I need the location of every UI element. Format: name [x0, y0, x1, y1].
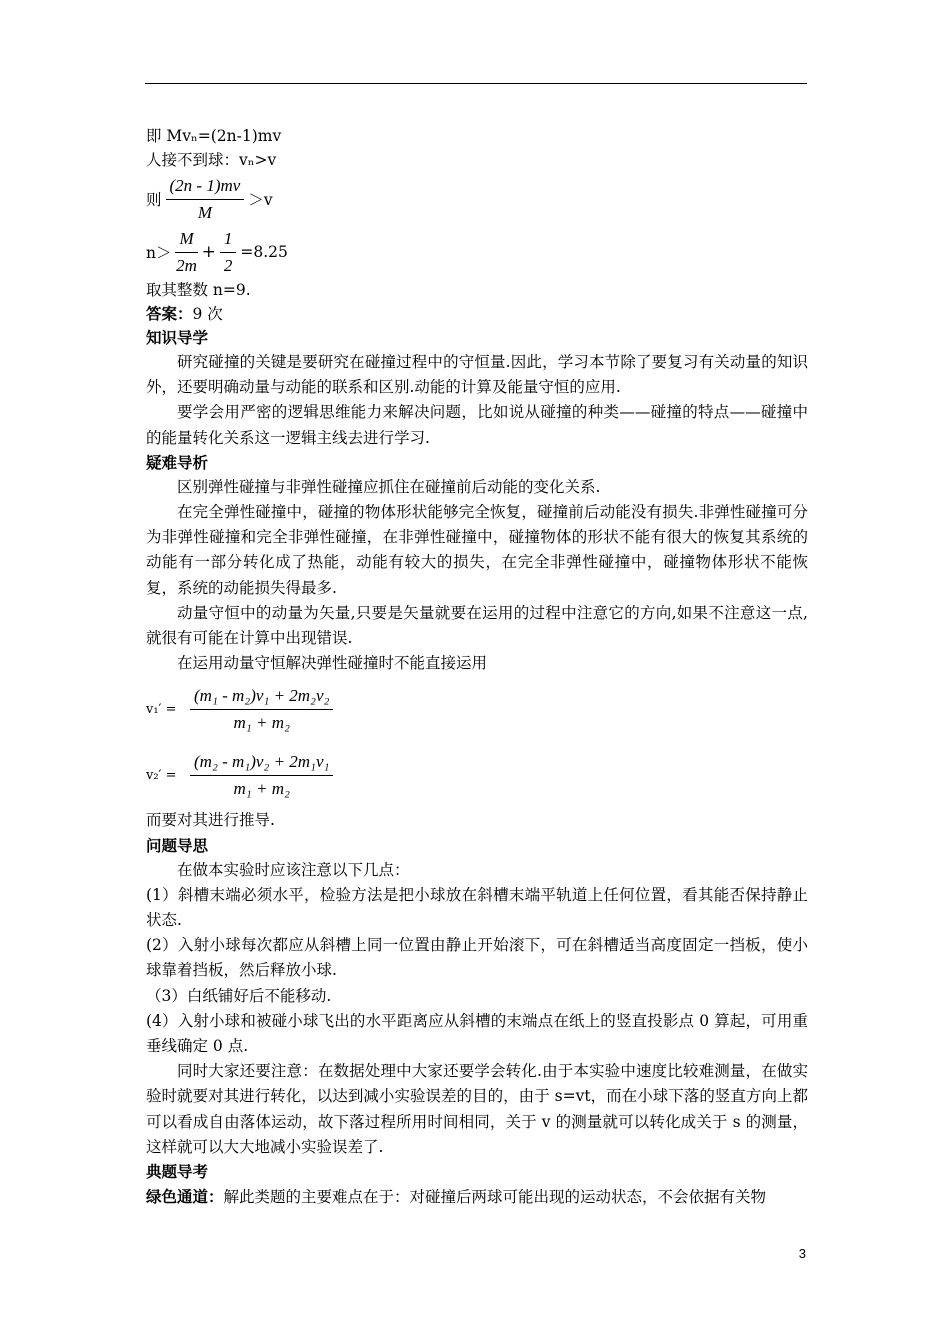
section-title-difficulty: 疑难导析 — [146, 452, 209, 472]
list-item: (4）入射小球和被碰小球飞出的水平距离应从斜槽的末端点在纸上的竖直投影点 0 算起，可用重垂线确定 0 点. — [146, 1011, 808, 1056]
list-item: (1）斜槽末端必须水平，检验方法是把小球放在斜槽末端平轨道上任何位置，看其能否保持静止状态. — [146, 885, 808, 930]
green-channel-text: 解此类题的主要难点在于：对碰撞后两球可能出现的运动状态，不会依据有关物 — [223, 1188, 767, 1207]
equation-v2 — [146, 742, 808, 808]
list-item: （3）白纸铺好后不能移动. — [146, 986, 332, 1005]
fraction-numerator: 1 — [220, 228, 237, 253]
fraction-numerator: M — [175, 228, 197, 253]
paragraph: 动量守恒中的动量为矢量,只要是矢量就要在运用的过程中注意它的方向,如果不注意这一点,就很有可能在计算中出现错误. — [146, 603, 808, 648]
fraction-denominator: m₁ + m₂ — [233, 712, 290, 732]
equation-v1 — [146, 676, 808, 742]
paragraph: 研究碰撞的关键是要研究在碰撞过程中的守恒量.因此，学习本节除了要复习有关动量的知识外，还要明确动量与动能的联系和区别.动能的计算及能量守恒的应用. — [146, 353, 808, 397]
paragraph: 要学会用严密的逻辑思维能力来解决问题，比如说从碰撞的种类——碰撞的特点——碰撞中的能量转化关系这一逻辑主线去进行学习. — [146, 403, 808, 447]
fraction-denominator: m₁ + m₂ — [233, 778, 290, 798]
paragraph: 而要对其进行推导. — [146, 811, 275, 830]
equation-fraction — [190, 685, 333, 734]
plus-sign: + — [201, 242, 216, 262]
fraction-numerator: (m₁ - m₂)v₁ + 2m₂v₂ — [190, 685, 333, 710]
integer-line: 取其整数 n=9. — [146, 281, 251, 299]
paragraph: 在完全弹性碰撞中，碰撞的物体形状能够完全恢复，碰撞前后动能没有损失.非弹性碰撞可分为非弹性碰撞和完全非弹性碰撞，在非弹性碰撞中，碰撞物体的形状不能有很大的恢复其系统的动能有一部分转化成了热能，动能有较大的损失，在完全非弹性碰撞中，碰撞物体形状不能恢复，系统的动能损失得最多. — [146, 503, 808, 597]
solution-prefix: n＞ — [146, 244, 172, 262]
inequality-line — [146, 172, 808, 226]
paragraph: 在运用动量守恒解决弹性碰撞时不能直接运用 — [177, 654, 488, 673]
answer-value: 9 次 — [192, 305, 223, 323]
equation-fraction — [190, 751, 333, 800]
inequality-fraction — [166, 175, 245, 224]
equation-lhs: v₂′ = — [146, 767, 177, 783]
inequality-prefix: 则 — [146, 191, 162, 209]
paragraph: 区别弹性碰撞与非弹性碰撞应抓住在碰撞前后动能的变化关系. — [177, 477, 601, 496]
page-number: 3 — [798, 1246, 806, 1261]
section-title-exam: 典题导考 — [146, 1162, 209, 1182]
fraction-denominator: 2 — [223, 255, 233, 275]
green-channel-label: 绿色通道： — [146, 1187, 224, 1207]
section-title-thinking: 问题导思 — [146, 835, 209, 855]
condition-line: 人接不到球：vₙ>v — [146, 151, 277, 169]
paragraph: 同时大家还要注意：在数据处理中大家还要学会转化.由于本实验中速度比较难测量，在做实验时就要对其进行转化，以达到减小实验误差的目的，由于 s=vt，而在小球下落的竖直方向上都可以看成自由落体运动，故下落过程所用时间相同，关于 v 的测量就可以转化成关于 s 的测量，这样就可以大大地减小实验误差了. — [146, 1062, 808, 1156]
fraction-numerator: (m₂ - m₁)v₂ + 2m₁v₁ — [190, 751, 333, 776]
header-rule — [145, 83, 807, 84]
equation-line-1: 即 Mvₙ=(2n-1)mv — [146, 127, 282, 145]
fraction-denominator: 2m — [176, 255, 197, 275]
solution-fraction-1 — [175, 228, 197, 277]
list-item: (2）入射小球每次都应从斜槽上同一位置由静止开始滚下，可在斜槽适当高度固定一挡板，使小球靠着挡板，然后释放小球. — [146, 936, 808, 980]
paragraph — [146, 1184, 808, 1210]
equation-lhs: v₁′ = — [146, 701, 177, 717]
inequality-suffix: ＞v — [248, 191, 273, 209]
fraction-denominator: M — [197, 202, 212, 222]
answer-label: 答案： — [146, 304, 193, 323]
section-title-knowledge: 知识导学 — [146, 328, 209, 347]
solution-fraction-2 — [220, 228, 237, 277]
fraction-numerator: (2n - 1)mv — [166, 175, 245, 200]
solution-suffix: =8.25 — [240, 243, 288, 261]
document-body — [146, 124, 808, 1210]
answer-line — [146, 302, 808, 326]
solution-line — [146, 226, 808, 278]
paragraph: 在做本实验时应该注意以下几点： — [177, 860, 410, 879]
